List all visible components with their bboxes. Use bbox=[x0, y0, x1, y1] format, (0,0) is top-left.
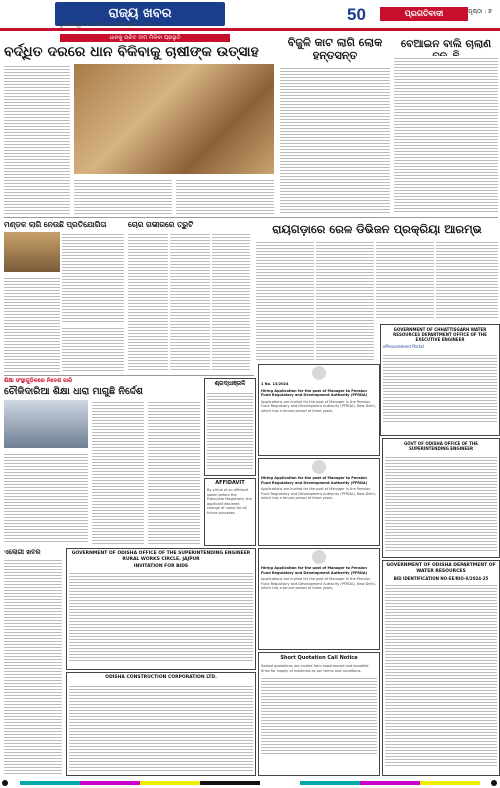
paddy-headline: ବର୍ଦ୍ଧିତ ଦରରେ ଧାନ ବିକିବାକୁ ଚାଷୀଙ୍କ ଉତ୍ସାହ bbox=[4, 44, 259, 60]
govt-odisha-title: GOVT OF ODISHA OFFICE OF THE SUPERINTENDING ENGINEER bbox=[404, 441, 478, 451]
emblem-icon-2 bbox=[312, 460, 326, 474]
masthead-divider bbox=[0, 28, 500, 31]
irrigation-ad-body bbox=[383, 353, 497, 423]
section-title: ରାଜ୍ୟ ଖବର bbox=[55, 2, 225, 26]
pfrda-ad-2 bbox=[258, 458, 380, 546]
pfrda-ad-1-title: Hiring Application for the post of Manager to Pension Fund Regulatory and Development Authority (PFRDA) bbox=[261, 388, 368, 397]
paddy-body-col1 bbox=[4, 64, 70, 214]
pfrda-ad-3-title: Hiring Application for the post of Manager to Pension Fund Regulatory and Development Authority (PFRDA) bbox=[261, 566, 368, 575]
pfrda-ad-2-text: Applications are invited for the post of Manager in the Pension Fund Regulatory and Development Authority (PFRDA), New Delhi, which has a tenure period of three years. bbox=[261, 487, 376, 500]
print-registration-marks bbox=[0, 778, 500, 788]
emblem-icon bbox=[312, 366, 326, 380]
mandal-headline: ମଣ୍ଡଳ ଲାଗି ନେଉଛି ପ୍ରତିଯୋଗିତା bbox=[4, 220, 107, 229]
affidavit-text: By virtue of an affidavit sworn before the Executive Magistrate, the applicant declared change of name for all future purposes. bbox=[207, 488, 252, 515]
divider-row1 bbox=[4, 217, 498, 218]
divider-row2 bbox=[4, 375, 254, 376]
paddy-kicker: ଧାନକୁ ଉଚିତ ଦାମ ମିଳିବା ପ୍ରଭୃତି bbox=[60, 34, 230, 42]
school-body-col3 bbox=[4, 452, 88, 544]
affidavit-ad bbox=[204, 478, 256, 546]
paddy-sacks-photo bbox=[74, 64, 274, 174]
anniversary-number: 50 bbox=[347, 5, 366, 24]
quotation-ad bbox=[258, 652, 380, 776]
paddy-body-col3 bbox=[176, 178, 274, 214]
brand-name: ପ୍ରଗତିବାଦୀ bbox=[380, 7, 468, 21]
tribute-ad-body bbox=[207, 391, 253, 469]
govt-odisha-table bbox=[385, 455, 497, 551]
construction-ad bbox=[66, 672, 256, 776]
quotation-title: Short Quotation Call Notice bbox=[280, 655, 358, 661]
emblem-icon-3 bbox=[312, 550, 326, 564]
sand-body bbox=[394, 56, 498, 214]
masthead-tagline: ଭୁବନେଶ୍ୱର • ସୋମବାର • ଡିସେମ୍ବର ୯, ୨୦୨୪ bbox=[60, 22, 156, 28]
mandal-body-col2 bbox=[4, 276, 60, 372]
short-news-heading: ଏଲୋଗୀ ଖବର bbox=[4, 548, 41, 556]
irrigation-ad-sub: eProcurement Portal bbox=[383, 344, 424, 349]
mandal-body-col1 bbox=[62, 232, 124, 322]
rural-works-table bbox=[69, 571, 253, 663]
thief-body-col1 bbox=[128, 232, 168, 372]
water-resources-table bbox=[385, 583, 497, 767]
pfrda-ad-1-text: Applications are invited for the post of Manager in the Pension Fund Regulatory and Development Authority (PFRDA), New Delhi, which has a tenure period of three years. bbox=[261, 399, 376, 413]
school-photo bbox=[4, 400, 88, 448]
affidavit-title: AFFIDAVIT bbox=[215, 480, 245, 486]
school-body-col2 bbox=[148, 400, 200, 544]
construction-title: ODISHA CONSTRUCTION CORPORATION LTD. bbox=[105, 675, 217, 680]
pfrda-ad-3-text: Applications are invited for the post of Manager in the Pension Fund Regulatory and Development Authority (PFRDA), New Delhi, which has a tenure period of three years. bbox=[261, 577, 376, 590]
school-headline: ଚୌକିଦାରିଆ ଶିକ୍ଷା ଧାରା ମାଗୁଛି ନିର୍ଦ୍ଦେଶ bbox=[4, 386, 143, 397]
page-label: ପୃଷ୍ଠା : ୭ bbox=[468, 8, 492, 15]
anniversary-logo bbox=[345, 2, 373, 26]
quotation-body bbox=[261, 676, 377, 754]
rural-works-title: GOVERNMENT OF ODISHA OFFICE OF THE SUPERINTENDING ENGINEER RURAL WORKS CIRCLE, JAJPUR bbox=[71, 551, 251, 562]
pfrda-ad-1-no: 1 No. 13/2024 bbox=[261, 382, 289, 386]
rail-body-col2 bbox=[316, 240, 374, 362]
masthead bbox=[0, 0, 500, 30]
rural-works-sub: INVITATION FOR BIDS bbox=[133, 564, 189, 569]
school-kicker: ଶିକ୍ଷା ସଂସ୍ଥାଗୁଡ଼ିକରେ ନିଦେଶ ଜାରି bbox=[4, 378, 73, 384]
pfrda-ad-1 bbox=[258, 364, 380, 456]
irrigation-ad-title: GOVERNMENT OF CHHATTISGARH WATER RESOURCES DEPARTMENT OFFICE OF THE EXECUTIVE ENGINEER bbox=[393, 327, 487, 342]
water-resources-title: GOVERNMENT OF ODISHA DEPARTMENT OF WATER RESOURCES bbox=[386, 563, 496, 574]
electric-headline: ବିଜୁଳି କାଟ ଲାଗି ଲୋକ ହନ୍ତସନ୍ତ bbox=[287, 36, 383, 62]
thief-body-col2 bbox=[170, 232, 210, 372]
water-resources-bid: BID IDENTIFICATION NO-EE/RIO-II/2024-25 bbox=[393, 576, 489, 581]
construction-table bbox=[69, 684, 253, 772]
irrigation-ad bbox=[380, 324, 500, 436]
thief-headline: ଚୋର ଗଭୀରରେ ତ୍ରୁଟି bbox=[128, 220, 194, 229]
rail-body-col4 bbox=[436, 240, 498, 320]
thief-body-col3 bbox=[212, 232, 250, 372]
govt-odisha-ad bbox=[382, 438, 500, 558]
quotation-text: Sealed quotations are invited from experienced and bonafide firms for supply of materials as per terms and conditions. bbox=[261, 664, 369, 673]
mandal-photo bbox=[4, 232, 60, 272]
electric-body bbox=[280, 66, 390, 214]
water-resources-ad bbox=[382, 560, 500, 776]
school-body-col1 bbox=[92, 400, 144, 544]
pfrda-ad-2-title: Hiring Application for the post of Manager to Pension Fund Regulatory and Development Authority (PFRDA) bbox=[261, 476, 368, 485]
rail-body-col3 bbox=[376, 240, 434, 320]
rail-body-col1 bbox=[256, 240, 314, 362]
tribute-ad bbox=[204, 378, 256, 476]
tribute-ad-title: ଶ୍ରଦ୍ଧାଞ୍ଜଳି bbox=[214, 380, 246, 387]
sand-headline: ବେଆଇନ ବାଲି ଚାଲାଣ bbox=[400, 38, 492, 50]
mandal-body-col3 bbox=[62, 326, 124, 372]
rural-works-ad bbox=[66, 548, 256, 670]
short-news-body bbox=[4, 558, 62, 774]
rail-headline: ରାୟଗଡ଼ାରେ ରେଳ ଡିଭିଜନ ପ୍ରକ୍ରିୟା ଆରମ୍ଭ bbox=[272, 222, 482, 236]
pfrda-ad-3 bbox=[258, 548, 380, 650]
paddy-body-col2 bbox=[74, 178, 172, 214]
